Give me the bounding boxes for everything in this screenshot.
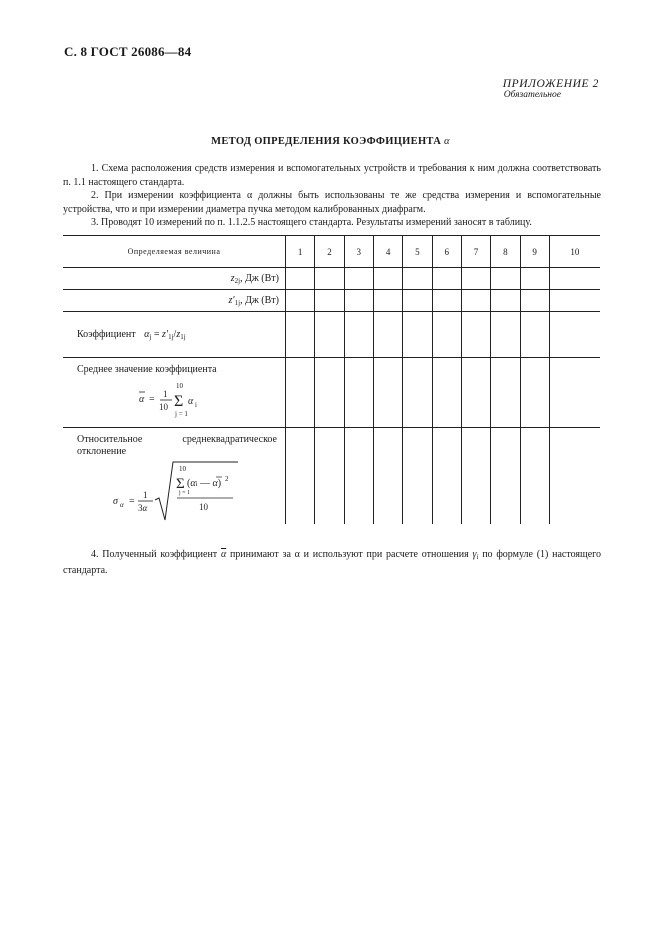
table-cell: [286, 358, 315, 428]
appendix-label: [503, 78, 599, 100]
table-cell: [491, 268, 520, 290]
table-cell: [286, 428, 315, 525]
table-cell: [344, 428, 373, 525]
svg-text:α: α: [188, 396, 194, 407]
paragraph-4-after: по формуле (1) настоящего стандарта.: [63, 549, 602, 576]
header-col-6: 6: [432, 236, 461, 268]
table-row: [63, 428, 600, 525]
table-cell: [432, 312, 461, 358]
svg-text:3α: 3α: [138, 503, 148, 513]
paragraph-4-middle: принимают за α и используют при расчете отношения: [229, 549, 469, 560]
table-cell: [520, 358, 549, 428]
header-col-5: 5: [403, 236, 432, 268]
table-cell: [286, 268, 315, 290]
svg-text:α: α: [139, 394, 145, 405]
table-row: [63, 312, 600, 358]
appendix-subtitle: Обязательное: [503, 90, 561, 100]
paragraph-1: 1. Схема расположения средств измерения и вспомогательных устройств и требования к ним должна соответствовать п. 1.1 настоящего стандарта.: [63, 163, 601, 188]
table-cell: [344, 358, 373, 428]
svg-text:=: =: [129, 496, 135, 507]
paragraphs: [63, 162, 601, 230]
svg-text:10: 10: [199, 502, 208, 512]
mean-formula: [63, 376, 285, 422]
table-cell: [432, 268, 461, 290]
header-col-7: 7: [461, 236, 490, 268]
header-label: Определяемая величина: [63, 236, 286, 268]
table-cell: [432, 290, 461, 312]
table-cell: [344, 268, 373, 290]
table-cell: [373, 312, 402, 358]
table-cell: [403, 268, 432, 290]
row-label-z2: $z_{2j}$, Дж (Вт): [63, 268, 286, 290]
svg-text:(αi — α): (αi — α): [187, 478, 222, 489]
alpha-mean-symbol: $\overline{\alpha}$: [220, 549, 227, 560]
svg-text:Σ: Σ: [174, 393, 184, 410]
table-cell: [373, 428, 402, 525]
row-label-z1: $z'_{1j}$, Дж (Вт): [63, 290, 286, 312]
row-label-coefficient: [63, 312, 286, 358]
table-cell: [403, 312, 432, 358]
document-title-text: МЕТОД ОПРЕДЕЛЕНИЯ КОЭФФИЦИЕНТА: [211, 136, 442, 147]
svg-text:j = 1: j = 1: [179, 490, 191, 496]
svg-text:1: 1: [143, 490, 148, 500]
document-title-symbol: α: [444, 136, 450, 147]
table-cell: [491, 290, 520, 312]
svg-text:=: =: [149, 394, 155, 405]
table-cell: [491, 312, 520, 358]
svg-text:10: 10: [176, 382, 183, 390]
page-header: С. 8 ГОСТ 26086—84: [64, 44, 192, 59]
header-col-8: 8: [491, 236, 520, 268]
header-col-10: 10: [549, 236, 600, 268]
table-cell: [491, 428, 520, 525]
table-row: [63, 290, 600, 312]
table-row: [63, 358, 600, 428]
table-header-row: [63, 236, 600, 268]
svg-text:α: α: [120, 501, 124, 509]
row-label-deviation: [63, 428, 286, 525]
svg-text:Σ: Σ: [176, 476, 185, 492]
coefficient-formula: $\alpha_j = z'_{1j}/z_{1j}$: [144, 328, 186, 341]
row-unit-z1: , Дж (Вт): [240, 294, 279, 306]
appendix-title: ПРИЛОЖЕНИЕ 2: [502, 78, 599, 90]
header-col-4: 4: [373, 236, 402, 268]
document-title: [0, 136, 661, 147]
table-cell: [344, 312, 373, 358]
row-label-mean: [63, 358, 286, 428]
table-cell: [286, 312, 315, 358]
table-cell: [520, 428, 549, 525]
table-cell: [373, 268, 402, 290]
paragraph-2: 2. При измерении коэффициента α должны быть использованы те же средства измерения и вспомогательные устройства, что и при измерении диаметра пучка методом калиброванных диафрагм.: [63, 190, 601, 215]
header-col-3: 3: [344, 236, 373, 268]
header-col-9: 9: [520, 236, 549, 268]
svg-text:10: 10: [179, 465, 186, 473]
table-cell: [549, 290, 600, 312]
table-cell: [344, 290, 373, 312]
table-cell: [549, 358, 600, 428]
table-cell: [549, 312, 600, 358]
deviation-formula: [63, 458, 285, 524]
svg-text:σ: σ: [113, 496, 118, 507]
table-cell: [549, 268, 600, 290]
table-cell: [520, 268, 549, 290]
table-cell: [373, 290, 402, 312]
table-cell: [315, 358, 344, 428]
svg-text:10: 10: [159, 402, 168, 412]
table-cell: [432, 428, 461, 525]
svg-text:j = 1: j = 1: [175, 410, 188, 418]
table-cell: [461, 428, 490, 525]
table-cell: [461, 268, 490, 290]
svg-text:1: 1: [163, 389, 168, 399]
paragraph-3: 3. Проводят 10 измерений по п. 1.1.2.5 настоящего стандарта. Результаты измерений заносят в таблицу.: [91, 217, 532, 228]
paragraph-4-before: 4. Полученный коэффициент: [91, 549, 218, 560]
table-cell: [286, 290, 315, 312]
row-unit-z2: , Дж (Вт): [240, 272, 279, 284]
row-label-mean-text: Среднее значение коэффициента: [77, 364, 217, 375]
header-col-2: 2: [315, 236, 344, 268]
table-cell: [403, 358, 432, 428]
table-cell: [403, 428, 432, 525]
table-cell: [315, 290, 344, 312]
table-cell: [461, 312, 490, 358]
paragraph-4: [63, 548, 601, 578]
table-cell: [403, 290, 432, 312]
table-cell: [315, 428, 344, 525]
table-cell: [432, 358, 461, 428]
table-cell: [461, 290, 490, 312]
svg-text:i: i: [195, 401, 197, 409]
measurement-table: [63, 235, 600, 524]
row-label-deviation-text: Относительное среднеквадратическое отклонение: [77, 434, 277, 457]
table-cell: [520, 312, 549, 358]
table-cell: [461, 358, 490, 428]
table-cell: [373, 358, 402, 428]
table-cell: [315, 312, 344, 358]
row-label-coefficient-text: Коэффициент: [77, 328, 136, 340]
gamma-symbol: $\gamma_i$: [472, 549, 479, 561]
table-cell: [549, 428, 600, 525]
header-col-1: 1: [286, 236, 315, 268]
table-cell: [491, 358, 520, 428]
table-cell: [520, 290, 549, 312]
svg-text:2: 2: [225, 475, 229, 483]
table-row: [63, 268, 600, 290]
table-cell: [315, 268, 344, 290]
